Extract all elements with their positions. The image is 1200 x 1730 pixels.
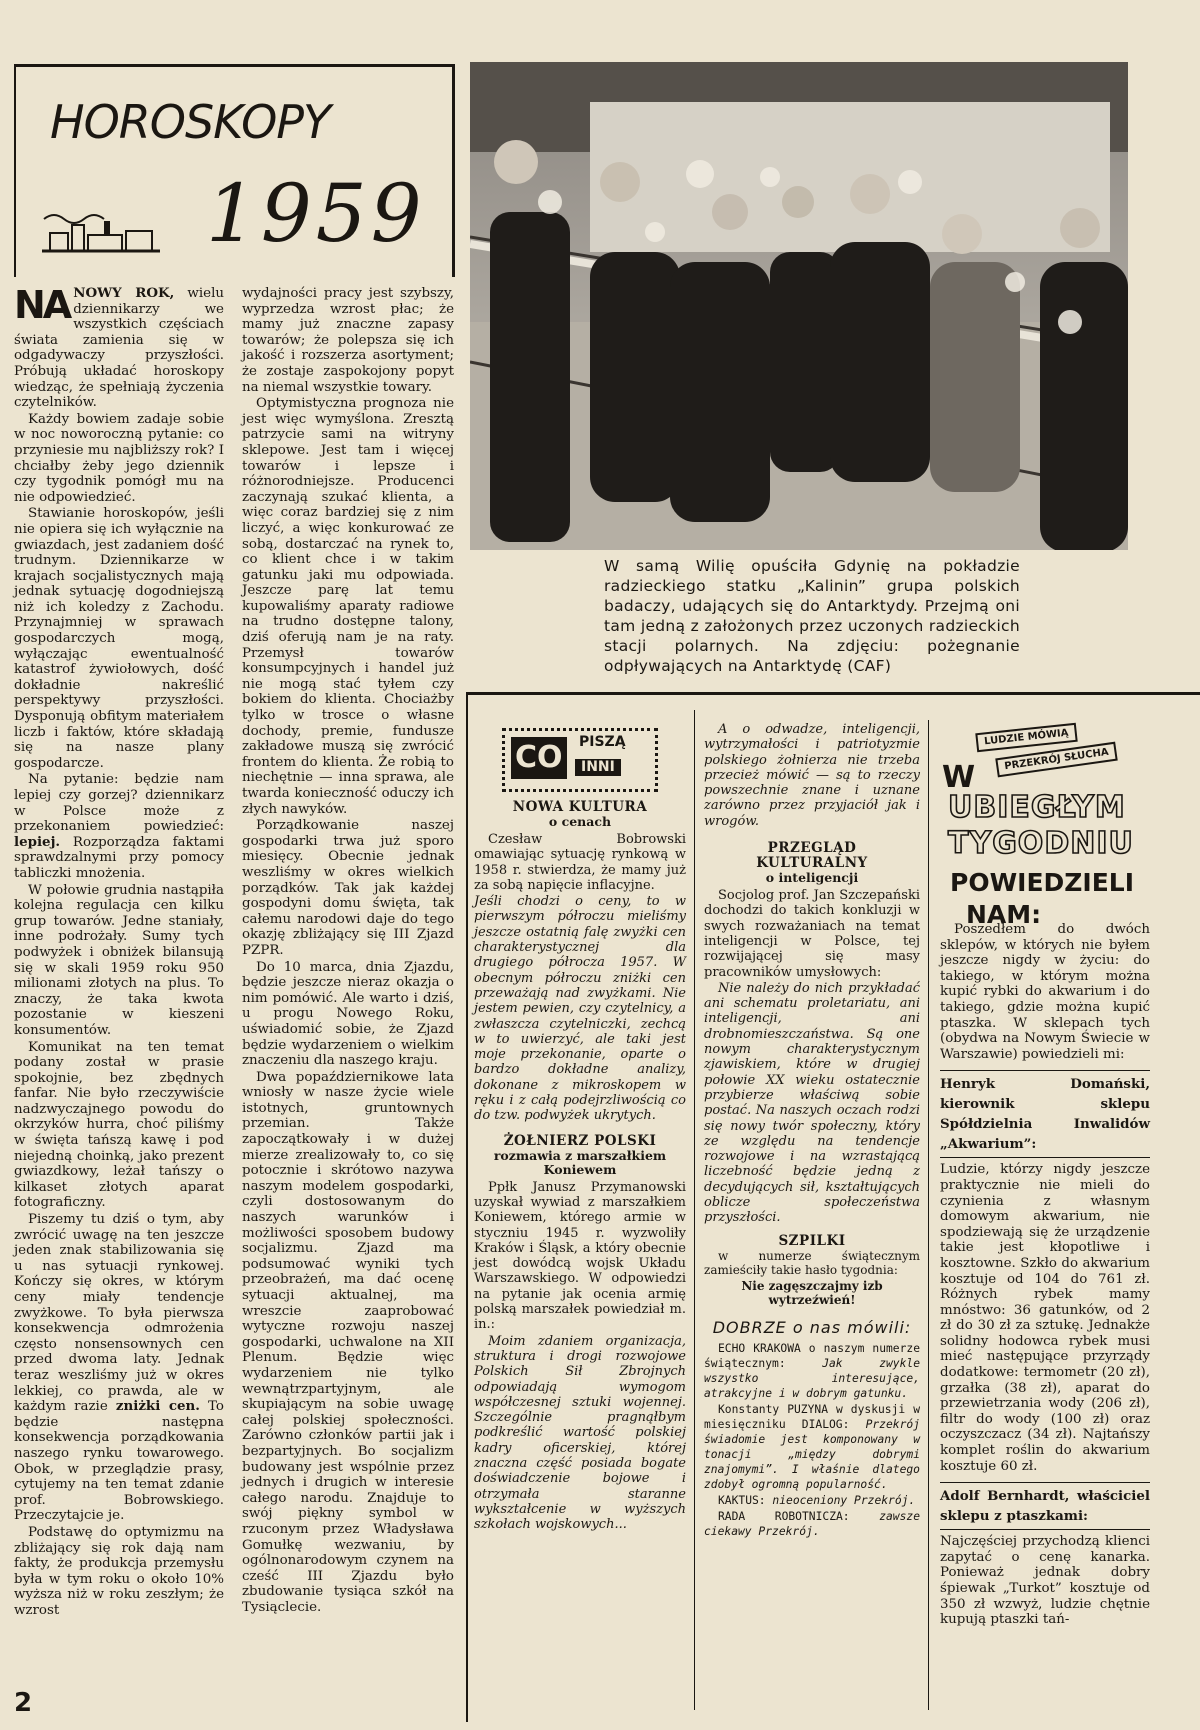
column-rule [694, 710, 695, 1710]
badge-pisza: PISZĄ [579, 734, 626, 750]
column-rule [928, 720, 929, 1710]
paragraph: Dwa popaździernikowe lata wniosły w nasze życie wiele istotnych, gruntownych przemian. Także zapoczątkowały i w dużej mierze zrealizowały to, co się potocznie i skrótowo nazywa naszym modelem gospodarki, czyli dostosowanym do naszych warunków i możliwości sposobem budowy socjalizmu. Zjazd ma podsumować wyniki tych przeobrażeń, ma dać ocenę sytuacji aktualnej, ma wreszcie zaaprobować wytyczne rozwoju naszej gospodarki, uchwalone na XII Plenum. Będzie więc wydarzeniem nie tylko wewnątrzpartyjnym, ale skupiającym na sobie uwagę całej polskiej społeczności. Zarówno członków partii jak i bezpartyjnych. Bo socjalizm budowany jest wspólnie przez jednych i drugich w interesie całego narodu. Znajduje to swój piękny symbol w rzuconym przez Władysława Gomułkę wezwaniu, by ogólnonarodowym czynem na cześć III Zjazdu było zbudowanie tysiąca szkół na Tysiąclecie. [242, 1069, 454, 1615]
press-review-column-1 [474, 728, 686, 1533]
section-title: NOWA KULTURA [512, 799, 648, 815]
quote: A o odwadze, inteligencji, wytrzymałości i patriotyzmie polskiego żołnierza nie trzeba przecież mówić — są to rzeczy powszechnie znane i uznane zarówno przez przyjaciół jak i wrogów. [704, 722, 920, 829]
quote: Nie należy do nich przykładać ani schematu proletariatu, ani inteligencji, ani drobnomieszczaństwa. Są one nowym charakterystycznym zjawiskiem, które w drugiej połowie XX wieku ostatecznie przybierze właściwą sobie postać. Na naszych oczach rodzi się nowy twór społeczny, który ze względu na tendencje rozwojowe i na wzrastającą liczebność będzie jedną z decydujących sił, kształtujących oblicze społeczeństwa przyszłości. [704, 980, 920, 1226]
paragraph: Na pytanie: będzie nam lepiej czy gorzej? dziennikarz w Polsce może z przekonaniem powiedzieć: lepiej. Rozporządza faktami sprawdzalnymi przy pomocy tabliczki mnożenia. [14, 772, 224, 881]
ludzie-column [940, 922, 1150, 1629]
section-subtitle: o cenach [548, 814, 612, 829]
quote: Moim zdaniem organizacja, struktura i drogi rozwojowe Polskich Sił Zbrojnych odpowiadają wymogom współczesnej sztuki wojennej. Szczególnie pragnąłbym podkreślić wartość polskiej kadry oficerskiej, której znaczna część posiada bogate doświadczenie bojowe i otrzymała staranne wykształcenie w wyższych szkołach wojskowych... [474, 1333, 686, 1533]
quote: Jeśli chodzi o ceny, to w pierwszym półroczu mieliśmy jeszcze ostatnią falę zwyżki cen charakterystycznej dla drugiego półrocza 1957. W obecnym półroczu zniżki cen przeważają nad zwyżkami. Nie jestem pewien, czy czytelnicy, a zwłaszcza czytelniczki, zechcą w to uwierzyć, ale taki jest moje przekonanie, oparte o bardzo dokładne analizy, dokonane z mikroskopem w ręku i z całą podejrzliwością co do tzw. podwyżek ukrytych. [474, 894, 686, 1124]
paragraph: Ppłk Janusz Przymanowski uzyskał wywiad z marszałkiem Koniewem, którego armie w styczniu 1945 r. wyzwoliły Kraków i Śląsk, a który obecnie jest dowódcą wojsk Układu Warszawskiego. W odpowiedzi na pytanie jak ocenia armię polską marszałek powiedział m. in.: [474, 1179, 686, 1333]
heading-ubieglym: UBIEGŁYM [948, 790, 1126, 825]
dobrze-item: ECHO KRAKOWA o naszym numerze świątecznym: Jak zwykle wszystko interesujące, atrakcyjne i w dobrym gatunku. [704, 1341, 920, 1400]
paragraph: w numerze świątecznym zamieściły takie hasło tygodnia: [704, 1248, 920, 1278]
page-number: 2 [14, 1688, 33, 1718]
badge-co: CO [511, 737, 567, 779]
heading-powiedzieli: POWIEDZIELI [950, 868, 1135, 897]
section-subtitle: o inteligencji [765, 870, 859, 886]
paragraph: Porządkowanie naszej gospodarki trwa już sporo miesięcy. Obecnie jednak weszliśmy w okres wielkich porządków. Tak jak każdej gospodyni domu święta, tak całemu narodowi daje do tego okazję zbliżający się III Zjazd PZPR. [242, 818, 454, 958]
stamp-ludzie-mowia: LUDZIE MÓWIĄ [975, 723, 1077, 752]
heading-nam: NAM: [966, 900, 1042, 929]
paragraph: Do 10 marca, dnia Zjazdu, będzie jeszcze nieraz okazja o nim pomówić. Ale warto i dziś, u progu Nowego Roku, uświadomić sobie, że Zjazd będzie wydarzeniem o wielkim znaczeniu dla naszego kraju. [242, 959, 454, 1069]
paragraph: Podstawę do optymizmu na zbliżający się rok dają nam fakty, że produkcja przemysłu była w tym roku o około 10% wyższa niż w roku zeszłym; że wzrost [14, 1524, 224, 1618]
article-column-2 [242, 286, 454, 1616]
dobrze-item: Konstanty PUZYNA w dyskusji w miesięczniku DIALOG: Przekrój świadomie jest komponowany w tonacji „między dobrymi znajomymi”. I właśnie dlatego zdobył ogromną popularność. [704, 1402, 920, 1491]
paragraph: Każdy bowiem zadaje sobie w noc noworoczną pytanie: co przyniesie mu najbliższy rok? I chciałby żeby jego dziennik czy tygodnik pomógł mu na nie odpowiedzieć. [14, 411, 224, 505]
paragraph: W połowie grudnia nastąpiła kolejna regulacja cen kilku grup towarów. Jedne staniały, inne podrożały. Sumy tych podwyżek i obniżek bilansują się w skali 1959 roku 950 milionami złotych na plus. To znaczy, że taka kwota pozostanie w kieszeni konsumentów. [14, 882, 224, 1038]
paragraph: Najczęściej przychodzą klienci zapytać o cenę kanarka. Ponieważ jednak dobry śpiewak „Turkot” kosztuje od 350 zł wzwyż, ludzie chętnie kupują ptaszki tań- [940, 1534, 1150, 1628]
paragraph: Optymistyczna prognoza nie jest więc wymyślona. Zresztą patrzycie sami na witryny sklepowe. Jest tam i więcej towarów i lepsze i różnorodniejsze. Producenci zaczynają szukać klienta, a więc coraz bardziej się z nim liczyć, a więc konkurować ze sobą, dostarczać na rynek to, co klient chce i w takim gatunku jaki mu odpowiada. Jeszcze parę lat temu kupowaliśmy aparaty radiowe na trudno dostępne talony, dziś oferują nam je na raty. Przemysł towarów konsumpcyjnych i handel już nie mogą stać tyłem czy bokiem do klienta. Chociażby tylko w trosce o własne dochody, premie, fundusze zakładowe muszą się zwrócić frontem do klienta. Że robią to niechętnie — inna sprawa, ale twarda konieczność oduczy ich złych nawyków. [242, 396, 454, 817]
dobrze-item: KAKTUS: nieoceniony Przekrój. [718, 1493, 916, 1507]
section-title: PRZEGLĄD KULTURALNY [756, 840, 868, 872]
ludzie-mowia-header [936, 710, 1136, 940]
co-pisza-inni-badge [502, 728, 658, 792]
paragraph: Socjolog prof. Jan Szczepański dochodzi do takich konkluzji w swych rozważaniach na temat inteligencji w Polsce, tej rozwijającej się masy pracowników umysłowych: [704, 888, 920, 980]
section-title: ŻOŁNIERZ POLSKI [503, 1132, 657, 1149]
photo [470, 62, 1128, 550]
ship-photo-image [470, 62, 1128, 550]
paragraph: Czesław Bobrowski omawiając sytuację rynkową w 1958 r. stwierdza, że mamy już za sobą napięcie inflacyjne. [474, 832, 686, 893]
lead-bold: NOWY ROK, [73, 285, 175, 301]
paragraph: Poszedłem do dwóch sklepów, w których nie byłem jeszcze nigdy w życiu: do takiego, w którym można kupić rybki do akwarium i do takiego, gdzie można kupić ptaszka. W sklepach tych (obydwa na Nowym Świecie w Warszawie) powiedzieli mi: [940, 922, 1150, 1062]
section-title: SZPILKI [778, 1232, 846, 1249]
dobrze-item: RADA ROBOTNICZA: zawsze ciekawy Przekrój. [704, 1509, 920, 1538]
quote: Nie zagęszczajmy izb wytrzeźwień! [741, 1278, 883, 1308]
dobrze-title: DOBRZE o nas mówili: [712, 1317, 912, 1337]
person-name: Henryk Domański, kierownik sklepu Spółdzielnia Inwalidów „Akwarium”: [940, 1070, 1150, 1158]
photo-caption: W samą Wilię opuściła Gdynię na pokładzie radzieckiego statku „Kalinin” grupa polskich badaczy, udających się do Antarktydy. Przejmą oni tam jedną z założonych przez uczonych radzieckich stacji polarnych. Na zdjęciu: pożegnanie odpływających na Antarktydę (CAF) [604, 557, 1020, 675]
paragraph: Komunikat na ten temat podany został w prasie spokojnie, bez zbędnych fanfar. Nie było rzeczywiście nadzwyczajnego powodu do okrzyków hurra, choć piliśmy w święta tańszą kawę i pod niejedną choinką, jako prezent gwiazdkowy, leżał tańszy o kilkaset złotych aparat fotograficzny. [14, 1039, 224, 1211]
paragraph: wydajności pracy jest szybszy, wyprzedza wzrost płac; że mamy już znaczne zapasy towarów; że polepsza się ich jakość i rozszerza asortyment; że zostaje zaspokojony popyt na niemal wszystkie towary. [242, 286, 454, 395]
year-heading: 1959 [206, 167, 426, 260]
factory-icon [42, 205, 162, 255]
article-column-1 [14, 283, 224, 1619]
heading-tygodniu: TYGODNIU [948, 826, 1134, 861]
section-vertical-rule [466, 692, 468, 1722]
section-divider [466, 692, 1200, 695]
section-subtitle: rozmawia z marszałkiem Koniewem [493, 1147, 667, 1177]
paragraph: Piszemy tu dziś o tym, aby zwrócić uwagę na ten jeszcze jeden znak stabilizowania się u nas sytuacji rynkowej. Kończy się okres, w którym ceny miały tendencje zwyżkowe. To była pierwsza konsekwencja odmrożenia często nonsensownych cen przed dwoma laty. Jednak teraz weszliśmy już w okres lekkiej, co prawda, ale w każdym razie zniżki cen. To będzie następna konsekwencja porządkowania naszego rynku towarowego. Obok, w przeglądzie prasy, cytujemy na ten temat zdanie prof. Bobrowskiego. Przeczytajcie je. [14, 1212, 224, 1524]
header-box [14, 64, 455, 277]
badge-inni: INNI [575, 759, 621, 776]
paragraph: Stawianie horoskopów, jeśli nie opiera się ich wyłącznie na gwiazdach, jest zadaniem dość trudnym. Dziennikarze w krajach socjalistycznych mają jednak sytuację dogodniejszą niż ich koledzy z Zachodu. Przynajmniej w sprawach gospodarczych mogą, wyłączając ewentualność katastrof żywiołowych, dość dokładnie nakreślić perspektywy przyszłości. Dysponują obfitym materiałem liczb i faktów, które składają się na nasze plany gospodarcze. [14, 506, 224, 771]
press-review-column-2 [704, 722, 920, 1540]
dropcap: NA [14, 283, 70, 327]
dobrze-list [704, 1341, 920, 1539]
heading-w: W [942, 760, 976, 795]
page-title: HOROSKOPY [50, 95, 331, 149]
stamp-przekroj-slucha: PRZEKRÓJ SŁUCHA [995, 742, 1118, 778]
person-name: Adolf Bernhardt, właściciel sklepu z ptaszkami: [940, 1482, 1150, 1530]
paragraph: Ludzie, którzy nigdy jeszcze praktycznie nie mieli do czynienia z własnym domowym akwarium, nie spodziewają się że urządzenie takie jest kłopotliwe i kosztowne. Szkło do akwarium kosztuje od 104 do 761 zł. Różnych rybek mamy mnóstwo: 36 gatunków, od 2 zł do 30 zł za sztukę. Jednakże solidny hodowca rybek musi mieć następujące przyrządy dodatkowe: termometr (20 zł), grzałka (38 zł), aparat do przewietrzania wody (206 zł), filtr do wody (100 zł) oraz oczyszczacz (34 zł). Najtańszy komplet roślin do akwarium kosztuje 60 zł. [940, 1162, 1150, 1474]
lead-text: wielu dziennikarzy we wszystkich częściach świata zamienia się w odgadywaczy przyszłości. Próbują układać horoskopy wiedząc, że spełniają życzenia czytelników. [14, 286, 224, 411]
